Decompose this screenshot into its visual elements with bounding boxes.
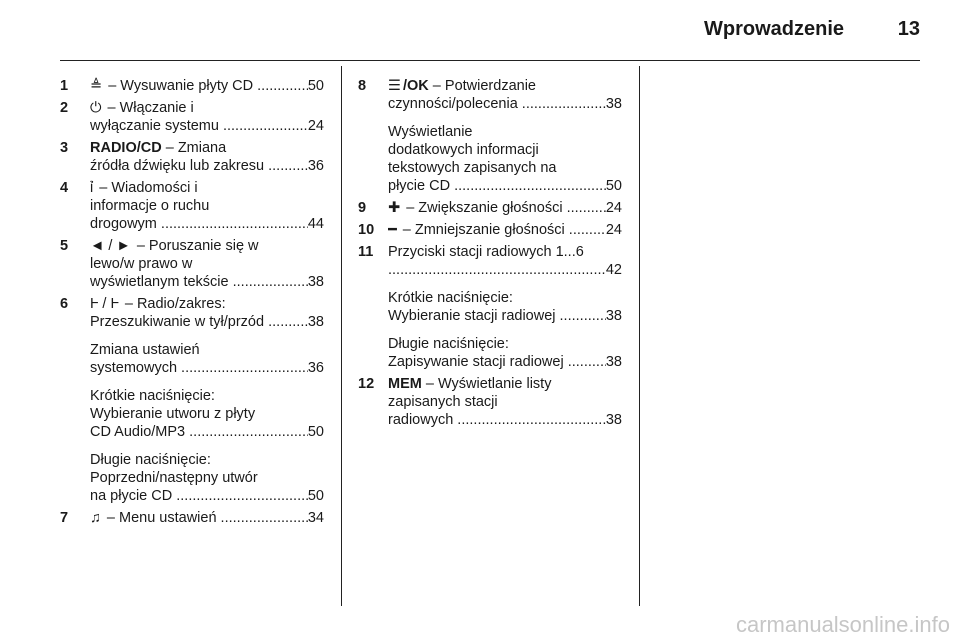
item-text: informacje o ruchu	[90, 198, 210, 214]
page-ref: 50	[307, 424, 324, 440]
page-ref: 24	[605, 200, 622, 216]
page-ref: 24	[605, 222, 622, 238]
list-item-11	[358, 243, 622, 371]
item-text: Zmiana ustawień	[90, 342, 200, 358]
item-text: – Poruszanie się w	[136, 238, 259, 254]
item-text: tekstowych zapisanych na	[388, 160, 557, 176]
page-number: 13	[897, 18, 920, 40]
menu-ok-icon: ☰	[388, 78, 401, 94]
item-number: 11	[358, 244, 374, 260]
item-text: – Zmniejszanie głośności	[402, 222, 565, 238]
page-ref: 38	[605, 308, 622, 324]
item-number: 12	[358, 376, 375, 392]
column-divider-1	[341, 66, 342, 606]
item-text: dodatkowych informacji	[388, 142, 539, 158]
item-text: Zapisywanie stacji radiowej .....	[388, 353, 606, 371]
list-item-2	[60, 99, 324, 135]
item-text: lewo/w prawo w	[90, 256, 193, 272]
left-right-arrows-icon: ◄ / ►	[90, 238, 131, 254]
sub-entry-short-press	[388, 289, 622, 325]
header-divider	[60, 60, 920, 61]
page-ref: 50	[307, 488, 324, 504]
page-header	[60, 18, 920, 48]
sub-entry-short-press	[90, 387, 324, 441]
item-text: systemowych .....	[90, 359, 308, 377]
page-ref: 24	[307, 118, 324, 134]
button-name: MEM	[388, 376, 422, 392]
item-text: czynności/polecenia .....	[388, 95, 606, 113]
item-number: 8	[358, 78, 367, 94]
sub-entry-long-press	[388, 335, 622, 371]
page-ref: 38	[605, 96, 622, 112]
item-text: – Zwiększanie głośności	[406, 200, 563, 216]
item-text: – Potwierdzanie	[428, 78, 536, 94]
item-text: radiowych .....	[388, 411, 606, 429]
list-item-6	[60, 295, 324, 505]
list-item-3	[60, 139, 324, 175]
button-name: /OK	[403, 78, 429, 94]
page-ref: 36	[307, 158, 324, 174]
plus-icon: ✚	[388, 200, 401, 216]
list-item-7	[60, 509, 324, 527]
item-text: Przeszukiwanie w tył/przód .....	[90, 313, 308, 331]
item-text: – Wysuwanie płyty CD	[108, 78, 254, 94]
item-number: 9	[358, 200, 367, 216]
item-text: Krótkie naciśnięcie:	[388, 290, 513, 306]
page-ref: 38	[307, 314, 324, 330]
page-ref: 38	[307, 274, 324, 290]
list-item-9	[358, 199, 622, 217]
item-text: na płycie CD .....	[90, 487, 308, 505]
list-item-1	[60, 77, 324, 95]
list-item-8	[358, 77, 622, 195]
eject-icon: ≜	[90, 78, 103, 94]
column-divider-2	[639, 66, 640, 606]
page-ref: 36	[307, 360, 324, 376]
page-ref: 38	[605, 412, 622, 428]
item-text: Wybieranie stacji radiowej .....	[388, 307, 606, 325]
item-text: źródła dźwięku lub zakresu .....	[90, 157, 308, 175]
item-number: 1	[60, 78, 69, 94]
item-text: Poprzedni/następny utwór	[90, 470, 258, 486]
item-number: 7	[60, 510, 69, 526]
sub-entry-settings	[90, 341, 324, 377]
item-number: 2	[60, 100, 69, 116]
item-text: Długie naciśnięcie:	[388, 336, 509, 352]
page-ref: 50	[307, 78, 324, 94]
item-text: drogowym .....	[90, 215, 308, 233]
item-text: – Zmiana	[161, 140, 227, 156]
page-ref: 34	[307, 510, 324, 526]
item-text: Krótkie naciśnięcie:	[90, 388, 215, 404]
left-column	[60, 77, 324, 531]
right-column	[358, 77, 622, 433]
page-ref: 42	[605, 262, 622, 278]
item-text: zapisanych stacji	[388, 394, 498, 410]
list-item-4	[60, 179, 324, 233]
button-name: RADIO/CD	[90, 140, 162, 156]
minus-icon: ━	[388, 222, 397, 238]
item-number: 5	[60, 238, 69, 254]
traffic-info-icon: ỉ	[90, 180, 94, 196]
item-text: Wybieranie utworu z płyty	[90, 406, 256, 422]
list-item-12	[358, 375, 622, 429]
item-text: – Wiadomości i	[99, 180, 198, 196]
item-number: 3	[60, 140, 69, 156]
list-item-5	[60, 237, 324, 291]
power-icon: ⏻	[90, 100, 102, 116]
item-text: CD Audio/MP3 .....	[90, 423, 308, 441]
item-text: – Menu ustawień	[106, 510, 217, 526]
page-ref: 44	[307, 216, 324, 232]
item-number: 6	[60, 296, 69, 312]
sub-entry-display-info	[388, 123, 622, 195]
item-text: Przyciski stacji radiowych 1...6	[388, 244, 584, 260]
item-number: 10	[358, 222, 375, 238]
item-text: Wyświetlanie	[388, 124, 473, 140]
item-text: Długie naciśnięcie:	[90, 452, 211, 468]
page-title: Wprowadzenie	[703, 18, 844, 40]
item-text: wyłączanie systemu .....	[90, 117, 308, 135]
music-note-icon: ♫	[90, 510, 101, 526]
item-text: – Włączanie i	[107, 100, 194, 116]
sub-entry-long-press	[90, 451, 324, 505]
item-text: – Wyświetlanie listy	[421, 376, 552, 392]
item-text: wyświetlanym tekście .....	[90, 273, 308, 291]
item-text: płycie CD .....	[388, 177, 606, 195]
page-ref: 50	[605, 178, 622, 194]
item-number: 4	[60, 180, 69, 196]
item-text: – Radio/zakres:	[124, 296, 226, 312]
watermark: carmanualsonline.info	[735, 612, 950, 637]
seek-buttons-icon: Ⱶ / Ⱶ	[90, 296, 119, 312]
list-item-10	[358, 221, 622, 239]
page-ref: 38	[605, 354, 622, 370]
